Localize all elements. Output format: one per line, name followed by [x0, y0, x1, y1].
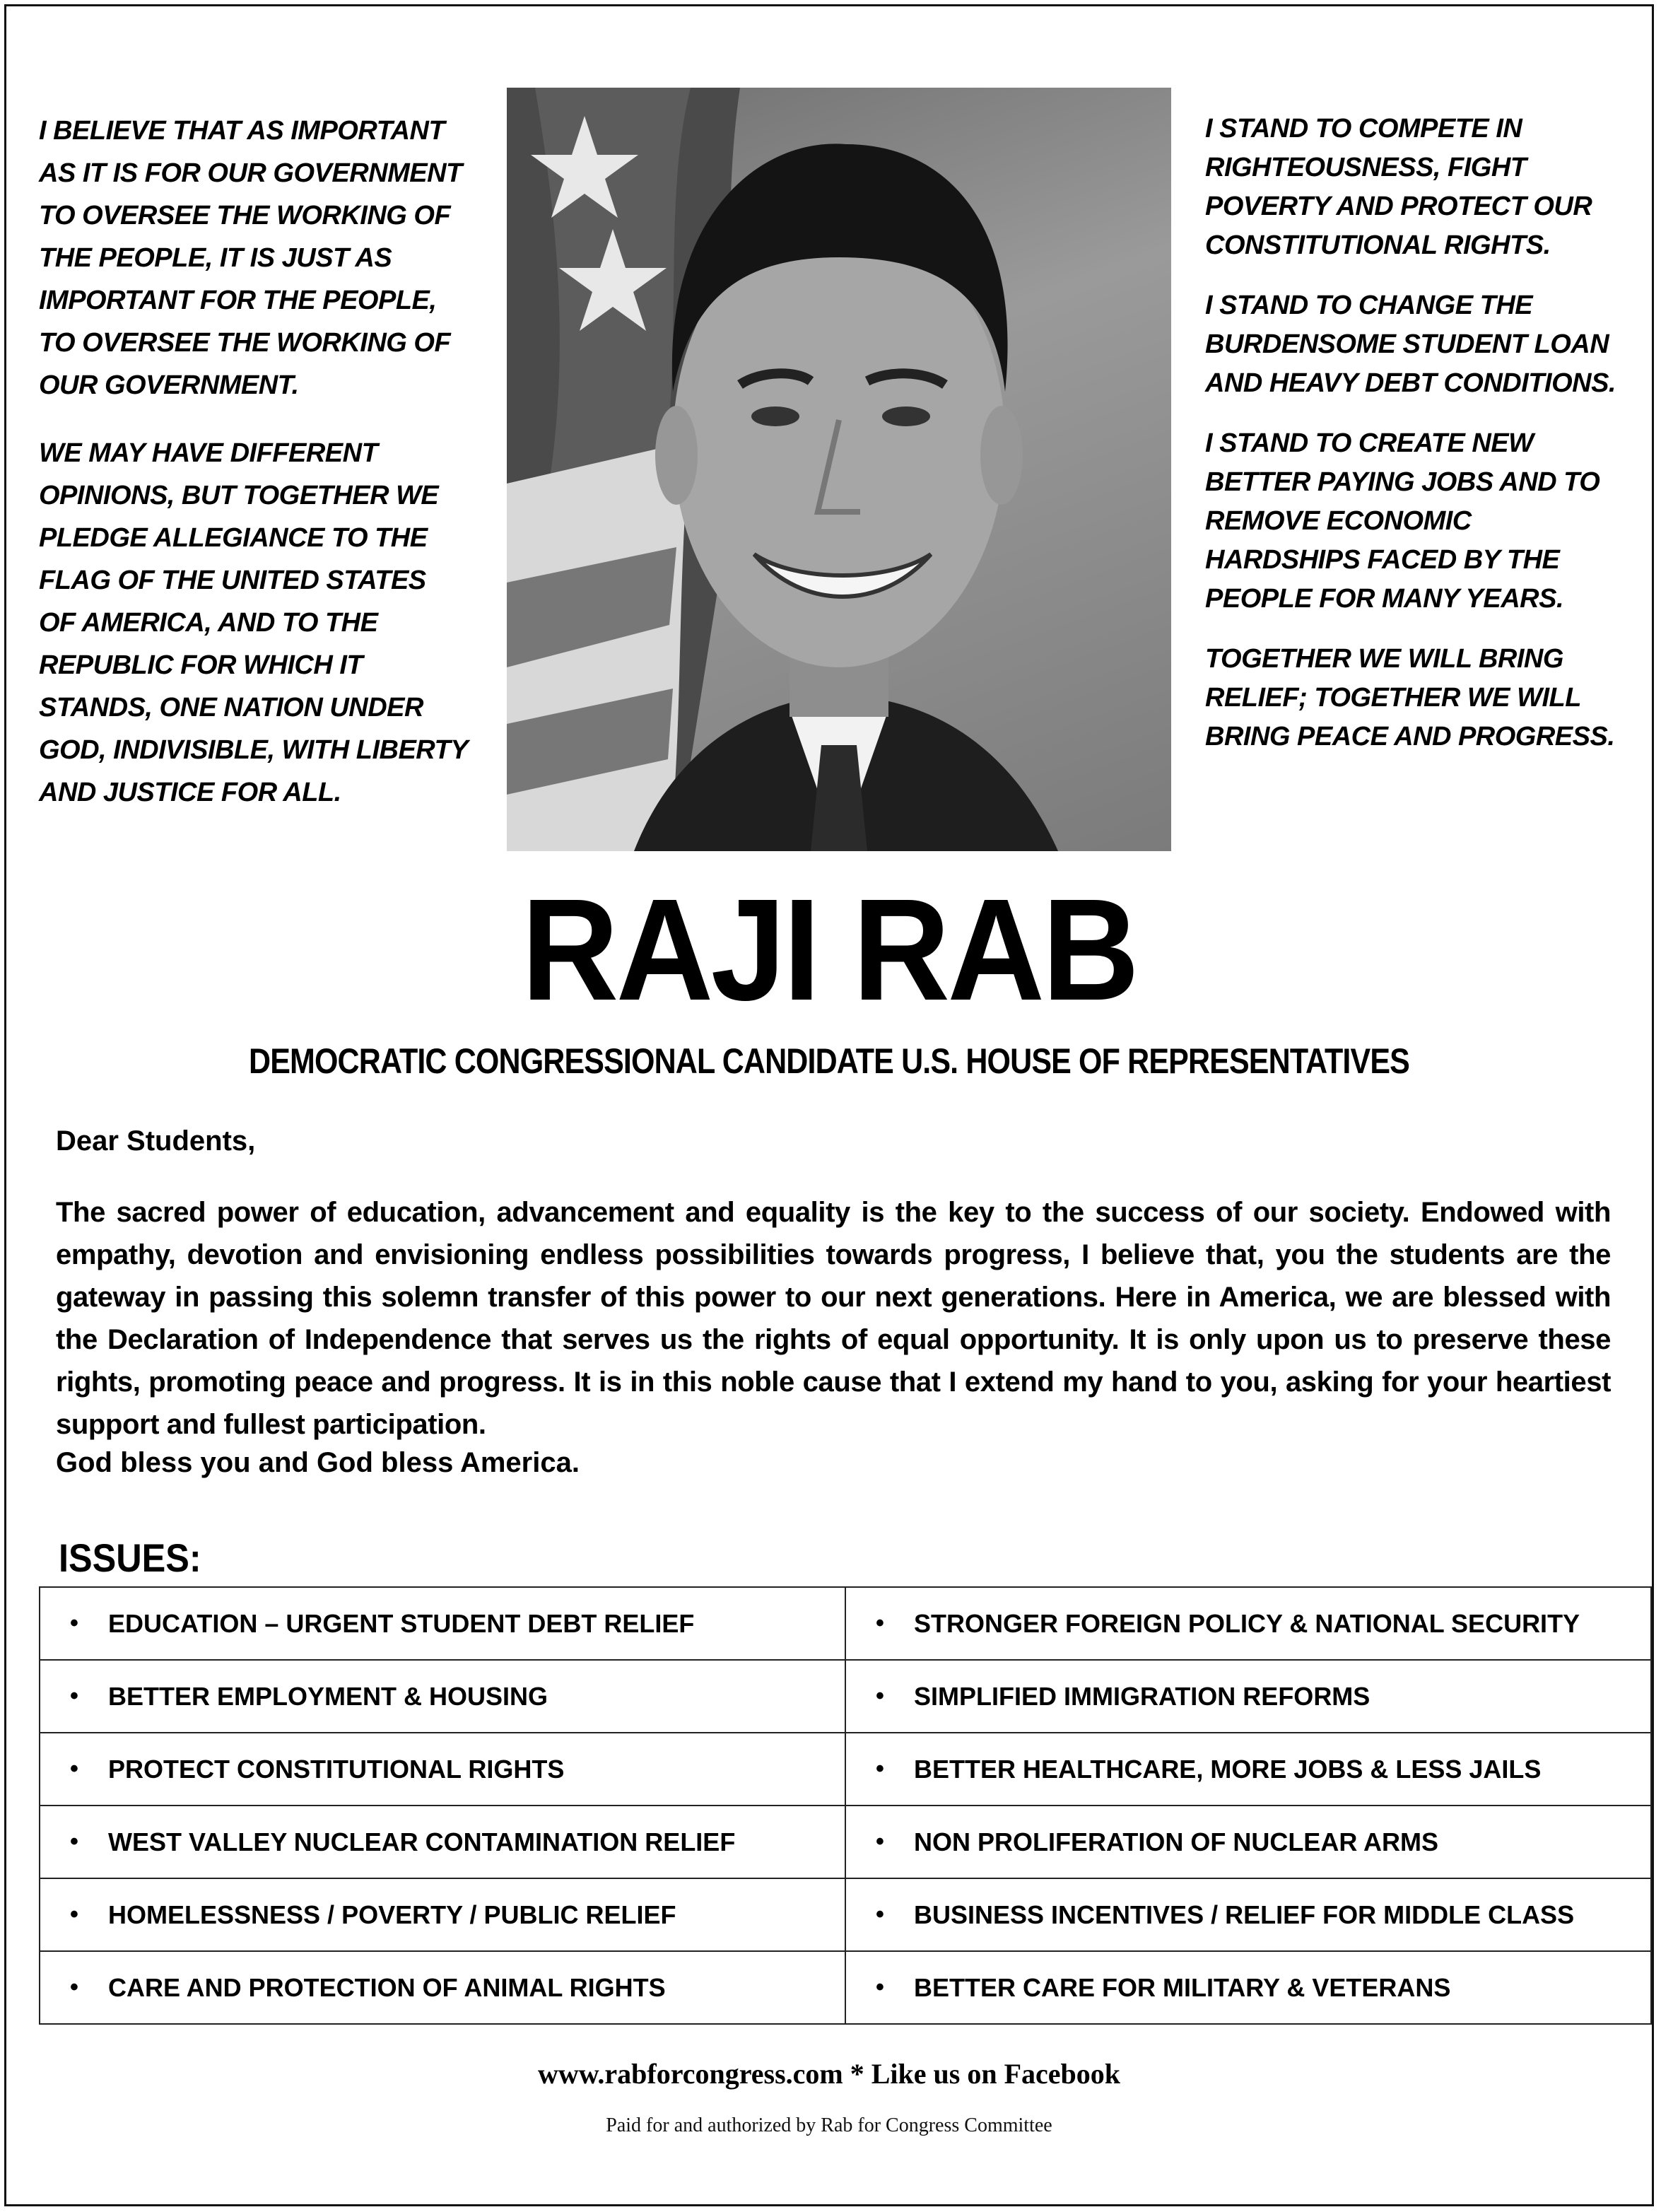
right-paragraph-righteousness: I STAND TO COMPETE IN RIGHTEOUSNESS, FIGHT POVERTY AND PROTECT OUR CONSTITUTIONAL RIGHTS. [1205, 114, 1592, 260]
issue-item: BUSINESS INCENTIVES / RELIEF FOR MIDDLE CLASS [914, 1900, 1575, 1929]
table-row [40, 1733, 1651, 1806]
table-cell [40, 1660, 845, 1733]
issue-item: HOMELESSNESS / POVERTY / PUBLIC RELIEF [108, 1900, 676, 1929]
table-cell [845, 1660, 1651, 1733]
letter-greeting: Dear Students, [56, 1125, 256, 1157]
bullet-icon: • [876, 1683, 884, 1709]
bullet-icon: • [70, 1828, 78, 1855]
issue-item: CARE AND PROTECTION OF ANIMAL RIGHTS [108, 1972, 666, 2002]
table-cell [40, 1806, 845, 1878]
bullet-icon: • [876, 1974, 884, 2001]
candidate-title: DEMOCRATIC CONGRESSIONAL CANDIDATE U.S. HOUSE OF REPRESENTATIVES [248, 1041, 1409, 1081]
bullet-icon: • [70, 1755, 78, 1782]
bullet-icon: • [876, 1828, 884, 1855]
table-row [40, 1587, 1651, 1660]
issue-item: STRONGER FOREIGN POLICY & NATIONAL SECURITY [914, 1608, 1580, 1638]
table-cell [845, 1733, 1651, 1806]
table-cell [40, 1733, 845, 1806]
table-cell [845, 1806, 1651, 1878]
campaign-flyer [4, 4, 1654, 2206]
table-row [40, 1951, 1651, 2024]
bullet-icon: • [876, 1610, 884, 1637]
candidate-portrait [507, 88, 1171, 851]
issue-item: EDUCATION – URGENT STUDENT DEBT RELIEF [108, 1608, 695, 1638]
bullet-icon: • [70, 1974, 78, 2001]
issue-item: BETTER CARE FOR MILITARY & VETERANS [914, 1972, 1451, 2002]
issue-item: PROTECT CONSTITUTIONAL RIGHTS [108, 1754, 565, 1784]
table-row [40, 1806, 1651, 1878]
table-cell [845, 1878, 1651, 1951]
candidate-name: RAJI RAB [521, 869, 1137, 1031]
left-paragraph-allegiance-oversight: I BELIEVE THAT AS IMPORTANT AS IT IS FOR OUR GOVERNMENT TO OVERSEE THE WORKING OF THE PEOPLE, IT IS JUST AS IMPORTANT FOR THE PEOPLE, TO OVERSEE THE WORKING OF OUR GOVERNMENT. [39, 116, 462, 400]
table-row [40, 1878, 1651, 1951]
issue-item: NON PROLIFERATION OF NUCLEAR ARMS [914, 1827, 1438, 1856]
left-statement-column [39, 110, 491, 839]
issue-item: BETTER EMPLOYMENT & HOUSING [108, 1681, 548, 1711]
issue-item: SIMPLIFIED IMMIGRATION REFORMS [914, 1681, 1371, 1711]
footer-website-line: www.rabforcongress.com * Like us on Facebook [537, 2058, 1121, 2090]
bullet-icon: • [70, 1683, 78, 1709]
issue-item: BETTER HEALTHCARE, MORE JOBS & LESS JAILS [914, 1754, 1542, 1784]
table-cell [40, 1878, 845, 1951]
left-paragraph-pledge: WE MAY HAVE DIFFERENT OPINIONS, BUT TOGETHER WE PLEDGE ALLEGIANCE TO THE FLAG OF THE UNITED STATES OF AMERICA, AND TO THE REPUBLIC FOR WHICH IT STANDS, ONE NATION UNDER GOD, INDIVISIBLE, WITH LIBERTY AND JUSTICE FOR ALL. [39, 438, 469, 807]
table-cell [40, 1587, 845, 1660]
right-paragraph-student-loan: I STAND TO CHANGE THE BURDENSOME STUDENT LOAN AND HEAVY DEBT CONDITIONS. [1205, 291, 1616, 398]
right-paragraph-together: TOGETHER WE WILL BRING RELIEF; TOGETHER WE WILL BRING PEACE AND PROGRESS. [1205, 644, 1615, 751]
bullet-icon: • [70, 1901, 78, 1928]
bullet-icon: • [876, 1901, 884, 1928]
bullet-icon: • [70, 1610, 78, 1637]
bullet-icon: • [876, 1755, 884, 1782]
letter-closing: God bless you and God bless America. [56, 1447, 580, 1478]
issues-heading: ISSUES: [59, 1535, 201, 1580]
issues-table [39, 1586, 1652, 2025]
footer-disclaimer: Paid for and authorized by Rab for Congress Committee [606, 2114, 1052, 2136]
letter-body: The sacred power of education, advancement and equality is the key to the success of our society. Endowed with empathy, devotion and envisioning endless possibilities towards progress, I believe that, you the students are the gateway in passing this solemn transfer of this power to our next generations. Here in America, we are blessed with the Declaration of Independence that serves us the rights of equal opportunity. It is only upon us to preserve these rights, promoting peace and progress. It is in this noble cause that I extend my hand to you, asking for your heartiest support and fullest participation. [56, 1197, 1611, 1440]
table-row [40, 1660, 1651, 1733]
table-cell [845, 1951, 1651, 2024]
table-cell [845, 1587, 1651, 1660]
portrait-illustration [507, 88, 1171, 851]
issue-item: WEST VALLEY NUCLEAR CONTAMINATION RELIEF [108, 1827, 736, 1856]
table-cell [40, 1951, 845, 2024]
right-paragraph-jobs: I STAND TO CREATE NEW BETTER PAYING JOBS AND TO REMOVE ECONOMIC HARDSHIPS FACED BY THE PEOPLE FOR MANY YEARS. [1205, 428, 1600, 614]
right-statement-column [1205, 110, 1643, 778]
